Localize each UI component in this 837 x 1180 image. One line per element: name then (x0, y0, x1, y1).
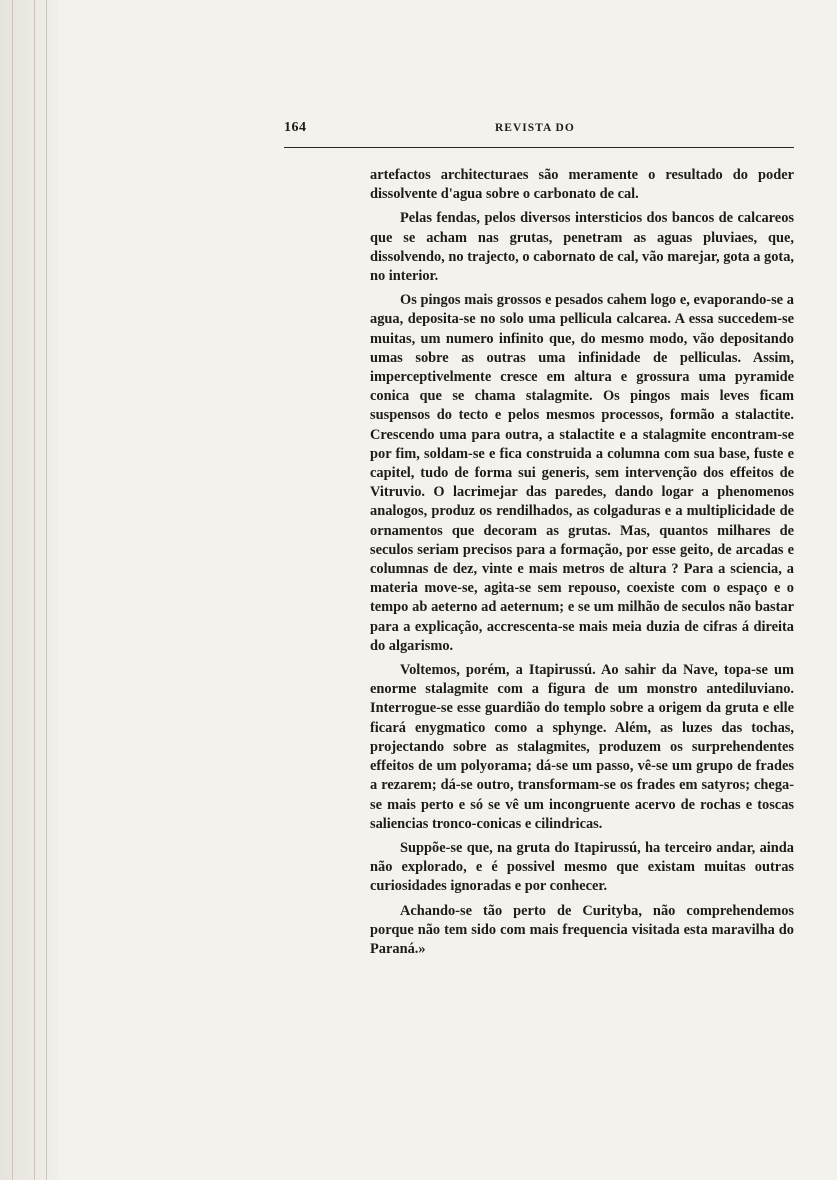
paragraph: Pelas fendas, pelos diversos intersticios dos bancos de calcareos que se acham nas grutas, penetram as aguas pluviaes, que, dissolvendo, no trajecto, o cabornato de cal, vão marejar, gota a gota, no interior. (370, 210, 794, 285)
page-header (284, 120, 794, 140)
paragraph: Os pingos mais grossos e pesados cahem logo e, evaporando-se a agua, deposita-se no solo uma pellicula calcarea. A essa succedem-se muitas, um numero infinito que, do mesmo modo, vão depositando umas sobre as outras uma infinidade de pelliculas. Assim, imperceptivelmente cresce em altura e grossura uma pyramide conica que se chama stalagmite. Os pingos mais leves ficam suspensos do tecto e pelos mesmos processos, formão a stalactite. Crescendo uma para outra, a stalactite e a stalagmite encontram-se por fim, soldam-se e fica construida a columna com sua base, fuste e capitel, tudo de forma sui generis, sem intervenção dos effeitos de Vitruvio. O lacrimejar das paredes, dando logar a phenomenos analogos, produz os rendilhados, as colgaduras e a multiplicidade de ornamentos que decoram as grutas. Mas, quantos milhares de seculos seriam precisos para a formação, por esse geito, de arcadas e columnas de dez, vinte e mais metros de altura ? Para a sciencia, a materia move-se, agita-se sem repouso, coexiste com o espaço e o tempo ab aeterno ad aeternum; e se um milhão de seculos não bastar para a explicação, accrescenta-se mais meia duzia de cifras á direita do algarismo. (370, 292, 794, 654)
gutter-line (46, 0, 47, 1180)
header-rule (284, 147, 794, 148)
book-gutter (0, 0, 58, 1180)
paragraph: Voltemos, porém, a Itapirussú. Ao sahir da Nave, topa-se um enorme stalagmite com a figura de um monstro antediluviano. Interrogue-se esse guardião do templo sobre a origem da gruta e elle ficará enygmatico como a sphynge. Além, as luzes das tochas, projectando sobre as stalagmites, produzem os surprehendentes effeitos de um polyorama; dá-se um passo, vê-se um grupo de frades a rezarem; dá-se outro, transformam-se os frades em satyros; chega-se mais perto e só se vê um incongruente acervo de rochas e toscas saliencias tronco-conicas e cilindricas. (370, 662, 794, 832)
paragraph: Achando-se tão perto de Curityba, não comprehendemos porque não tem sido com mais frequencia visitada esta maravilha do Paraná.» (370, 902, 794, 957)
body-text (370, 166, 794, 964)
page-number: 164 (284, 120, 307, 135)
gutter-line (34, 0, 35, 1180)
running-head: REVISTA DO (495, 122, 575, 134)
paragraph: artefactos architecturaes são meramente o resultado do poder dissolvente d'agua sobre o carbonato de cal. (370, 167, 794, 203)
gutter-line (12, 0, 13, 1180)
paragraph: Suppõe-se que, na gruta do Itapirussú, ha terceiro andar, ainda não explorado, e é possivel mesmo que existam muitas outras curiosidades ignoradas e por conhecer. (370, 839, 794, 895)
